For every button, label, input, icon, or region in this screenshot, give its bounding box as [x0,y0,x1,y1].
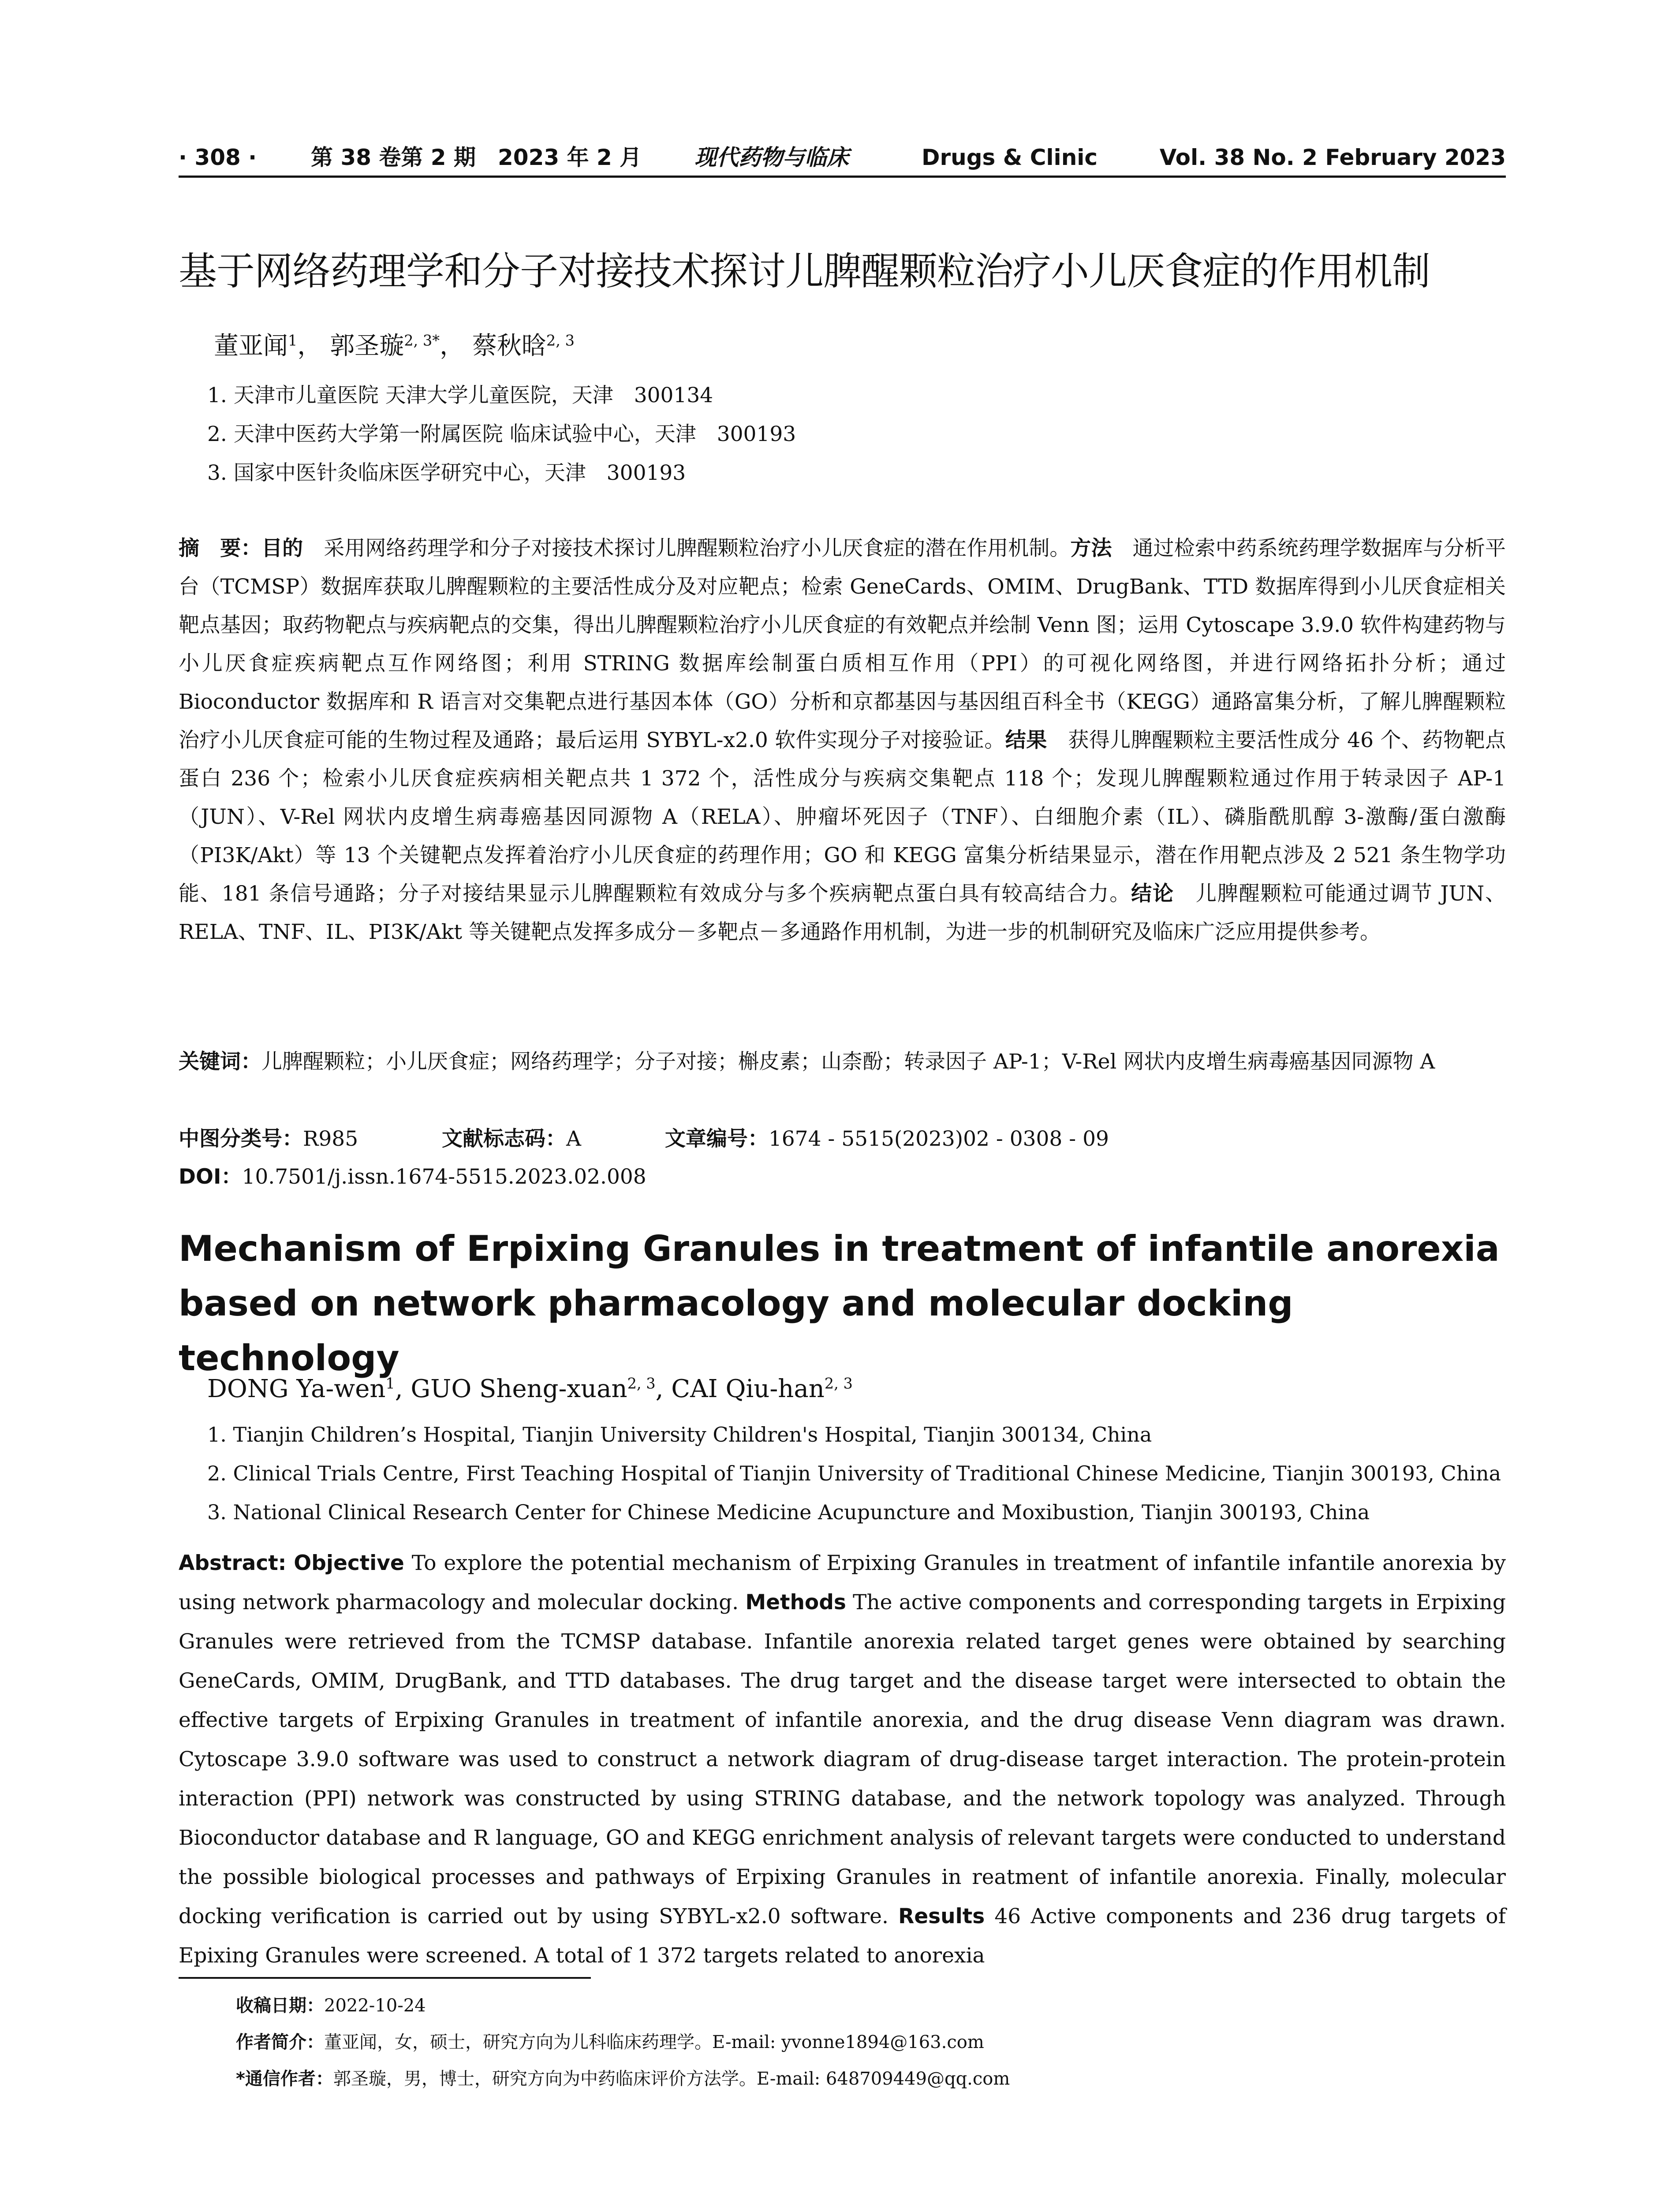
article-number-value: 1674 - 5515(2023)02 - 0308 - 09 [768,1127,1109,1151]
author-name: 郭圣璇 [330,332,404,360]
methods-text: 通过检索中药系统药理学数据库与分析平台（TCMSP）数据库获取儿脾醒颗粒的主要活性成分及对应靶点；检索 GeneCards、OMIM、DrugBank、TTD 数据库得到小儿厌食症相关靶点基因；取药物靶点与疾病靶点的交集，得出儿脾醒颗粒治疗小儿厌食症的有效靶点并绘制 Venn 图；运用 Cytoscape 3.9.0 软件构建药物与小儿厌食症疾病靶点互作网络图；利用 STRING 数据库绘制蛋白质相互作用（PPI）的可视化网络图，并进行网络拓扑分析；通过 Bioconductor 数据库和 R 语言对交集靶点进行基因本体（GO）分析和京都基因与基因组百科全书（KEGG）通路富集分析，了解儿脾醒颗粒治疗小儿厌食症可能的生物过程及通路；最后运用 SYBYL-x2.0 软件实现分子对接验证。 [179,536,1506,752]
results-text: 46 Active components and 236 drug targets of Epixing Granules were screened. A total of 1 372 targets related to anorexia [179,1904,1506,1968]
conclusion-text: 儿脾醒颗粒可能通过调节 JUN、RELA、TNF、IL、PI3K/Akt 等关键靶点发挥多成分－多靶点－多通路作用机制，为进一步的机制研究及临床广泛应用提供参考。 [179,882,1506,944]
author-name: DONG Ya-wen [207,1375,386,1403]
author-affiliation-mark: 2, 3* [404,332,440,349]
clc-value: R985 [303,1127,358,1151]
article-title-en: Mechanism of Erpixing Granules in treatment of infantile anorexia based on network pharmacology and molecular docking technology [179,1228,1500,1379]
classification-line [179,1120,1109,1158]
clc-label: 中图分类号： [179,1127,303,1151]
issue-info-zh: 第 38 卷第 2 期 2023 年 2 月 [311,145,642,170]
abstract-label: 摘 要： [179,536,262,561]
abstract-label: Abstract: [179,1551,287,1575]
header-rule [179,176,1506,178]
footnote-author-bio [236,2028,984,2057]
keywords-zh [179,1043,1506,1081]
footnote-corresponding-author [236,2064,1010,2093]
author-name: CAI Qiu-han [671,1375,825,1403]
author-name: 董亚闻 [214,332,288,360]
objective-label: Objective [294,1551,404,1575]
author-name: 蔡秋晗 [472,332,546,360]
footnote-label: 作者简介： [236,2032,324,2052]
keywords-text: 儿脾醒颗粒；小儿厌食症；网络药理学；分子对接；槲皮素；山柰酚；转录因子 AP-1；V-Rel 网状内皮增生病毒癌基因同源物 A [261,1050,1435,1074]
author-list-en: DONG Ya-wen$^1$, GUO Sheng-xuan$^{2, 3}$, CAI Qiu-han$^{2, 3}$ [207,1375,853,1403]
footnote-label: 收稿日期： [236,1996,324,2016]
footnote-text: 郭圣璇，男，博士，研究方向为中药临床评价方法学。E-mail: 648709449@qq.com [333,2069,1010,2089]
author-affiliation-mark: 2, 3 [627,1375,656,1392]
affiliation-zh: 1. 天津市儿童医院 天津大学儿童医院，天津 300134 [207,383,713,407]
keywords-label: 关键词： [179,1050,261,1074]
footnote-label: *通信作者： [236,2069,333,2089]
affiliation-en: 3. National Clinical Research Center for Chinese Medicine Acupuncture and Moxibustion, Tianjin 300193, China [207,1500,1370,1524]
author-list-zh: 董亚闻$^1$， 郭圣璇$^{2, 3*}$， 蔡秋晗$^{2, 3}$ [214,332,575,360]
journal-name-zh: 现代药物与临床 [694,144,849,170]
methods-label: Methods [745,1590,846,1615]
results-label: 结果 [1005,728,1047,752]
objective-label: 目的 [261,536,303,561]
author-affiliation-mark: 2, 3 [824,1375,853,1392]
author-name: GUO Sheng-xuan [411,1375,627,1403]
footnote-text: 董亚闻，女，硕士，研究方向为儿科临床药理学。E-mail: yvonne1894@163.com [324,2032,984,2052]
abstract-en [179,1544,1506,1975]
objective-text: To explore the potential mechanism of Erpixing Granules in treatment of infantile infantile anorexia by using network pharmacology and molecular docking. [179,1551,1506,1615]
author-affiliation-mark: 1 [288,332,298,349]
results-text: 获得儿脾醒颗粒主要活性成分 46 个、药物靶点蛋白 236 个；检索小儿厌食症疾病相关靶点共 1 372 个，活性成分与疾病交集靶点 118 个；发现儿脾醒颗粒通过作用于转录因子 AP-1（JUN）、V-Rel 网状内皮增生病毒癌基因同源物 A（RELA）、肿瘤坏死因子（TNF）、白细胞介素（IL）、磷脂酰肌醇 3-激酶/蛋白激酶（PI3K/Akt）等 13 个关键靶点发挥着治疗小儿厌食症的药理作用；GO 和 KEGG 富集分析结果显示，潜在作用靶点涉及 2 521 条生物学功能、181 条信号通路；分子对接结果显示儿脾醒颗粒有效成分与多个疾病靶点蛋白具有较高结合力。 [179,728,1506,906]
running-header [179,140,1506,175]
doi-link[interactable]: 10.7501/j.issn.1674-5515.2023.02.008 [242,1165,646,1189]
doi-line [179,1158,646,1196]
document-code-value: A [566,1127,581,1151]
methods-label: 方法 [1070,536,1112,561]
footnote-text: 2022-10-24 [324,1996,426,2016]
article-number-label: 文章编号： [665,1127,769,1151]
document-code-label: 文献标志码： [442,1127,567,1151]
author-affiliation-mark: 2, 3 [546,332,575,349]
abstract-zh [179,529,1506,951]
article-title-zh: 基于网络药理学和分子对接技术探讨儿脾醒颗粒治疗小儿厌食症的作用机制 [179,249,1430,294]
results-label: Results [898,1904,985,1928]
affiliation-zh: 2. 天津中医药大学第一附属医院 临床试验中心，天津 300193 [207,422,796,446]
author-affiliation-mark: 1 [385,1375,395,1392]
journal-name-en: Drugs & Clinic [922,145,1098,170]
doi-label: DOI： [179,1165,242,1189]
affiliation-zh: 3. 国家中医针灸临床医学研究中心，天津 300193 [207,461,686,485]
objective-text: 采用网络药理学和分子对接技术探讨儿脾醒颗粒治疗小儿厌食症的潜在作用机制。 [303,536,1071,561]
methods-text: The active components and corresponding targets in Erpixing Granules were retrieved from the TCMSP database. Infantile anorexia related target genes were obtained by searching GeneCards, OMIM, DrugBank, and TTD databases. The drug target and the disease target were intersected to obtain the effective targets of Erpixing Granules in treatment of infantile anorexia, and the drug disease Venn diagram was drawn. Cytoscape 3.9.0 software was used to construct a network diagram of drug-disease target interaction. The protein-protein interaction (PPI) network was constructed by using STRING database, and the network topology was analyzed. Through Bioconductor database and R language, GO and KEGG enrichment analysis of relevant targets were conducted to understand the possible biological processes and pathways of Erpixing Granules in reatment of infantile anorexia. Finally, molecular docking verification is carried out by using SYBYL-x2.0 software. [179,1590,1506,1928]
issue-info-en: Vol. 38 No. 2 February 2023 [1159,145,1506,170]
page-number: · 308 · [179,145,257,170]
affiliation-en: 1. Tianjin Children’s Hospital, Tianjin University Children's Hospital, Tianjin 300134, China [207,1423,1152,1446]
footnote-rule [179,1977,591,1979]
conclusion-label: 结论 [1131,882,1174,906]
affiliation-en: 2. Clinical Trials Centre, First Teaching Hospital of Tianjin University of Traditional Chinese Medicine, Tianjin 300193, China [207,1461,1501,1485]
footnote-received [236,1991,426,2020]
